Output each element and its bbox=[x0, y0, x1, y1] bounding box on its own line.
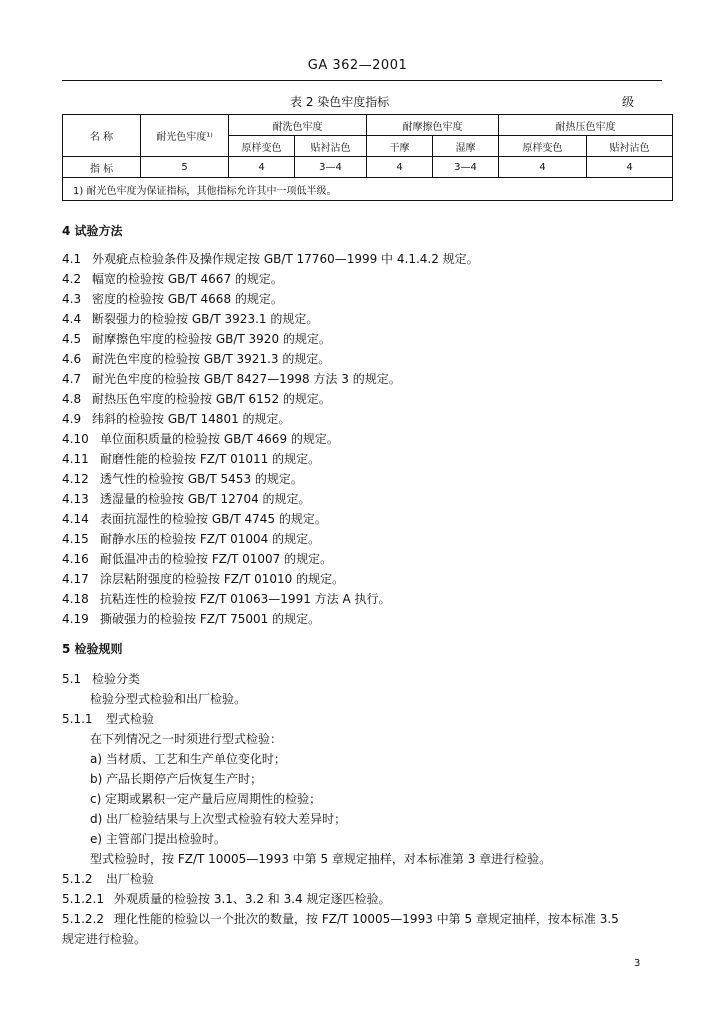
value-cell: 5 bbox=[141, 157, 229, 178]
color-fastness-table bbox=[62, 114, 673, 201]
value-cell: 4 bbox=[587, 157, 673, 178]
list-item: b) 产品长期停产后恢复生产时； bbox=[90, 772, 263, 786]
header-name: 名 称 bbox=[63, 115, 141, 157]
paragraph: 规定进行检验。 bbox=[62, 932, 147, 946]
list-item: e) 主管部门提出检验时。 bbox=[90, 832, 226, 846]
document-code-header: GA 362—2001 bbox=[307, 58, 408, 73]
list-item: 4.18 抗粘连性的检验按 FZ/T 01063—1991 方法 A 执行。 bbox=[62, 592, 391, 606]
paragraph: 检验分型式检验和出厂检验。 bbox=[90, 692, 247, 706]
list-item: 4.6 耐洗色牢度的检验按 GB/T 3921.3 的规定。 bbox=[62, 352, 331, 366]
value-cell: 4 bbox=[367, 157, 433, 178]
list-item: d) 出厂检验结果与上次型式检验有较大差异时； bbox=[90, 812, 347, 826]
subsection-5-1: 5.1 检验分类 bbox=[62, 672, 141, 686]
list-item: a) 当材质、工艺和生产单位变化时； bbox=[90, 752, 286, 766]
value-cell: 4 bbox=[499, 157, 587, 178]
header-wash-fastness: 耐洗色牢度 bbox=[229, 115, 367, 136]
subheader-dry: 干摩 bbox=[367, 136, 433, 157]
list-item: 4.3 密度的检验按 GB/T 4668 的规定。 bbox=[62, 292, 283, 306]
list-item: 4.5 耐摩擦色牢度的检验按 GB/T 3920 的规定。 bbox=[62, 332, 331, 346]
list-item: 4.9 纬斜的检验按 GB/T 14801 的规定。 bbox=[62, 412, 291, 426]
subheader-stain: 贴衬沾色 bbox=[295, 136, 367, 157]
subheader-stain-heat: 贴衬沾色 bbox=[587, 136, 673, 157]
table-unit: 级 bbox=[622, 95, 635, 109]
subsection-5-1-1: 5.1.1 型式检验 bbox=[62, 712, 155, 726]
header-light-fastness: 耐光色牢度¹⁾ bbox=[141, 115, 229, 157]
section-5-title: 5 检验规则 bbox=[62, 642, 123, 656]
subsection-5-1-2-1: 5.1.2.1 外观质量的检验按 3.1、3.2 和 3.4 规定逐匹检验。 bbox=[62, 892, 391, 906]
list-item: 4.8 耐热压色牢度的检验按 GB/T 6152 的规定。 bbox=[62, 392, 331, 406]
list-item: 4.15 耐静水压的检验按 FZ/T 01004 的规定。 bbox=[62, 532, 321, 546]
list-item: 4.2 幅宽的检验按 GB/T 4667 的规定。 bbox=[62, 272, 283, 286]
section-4-title: 4 试验方法 bbox=[62, 224, 123, 238]
list-item: 4.13 透湿量的检验按 GB/T 12704 的规定。 bbox=[62, 492, 311, 506]
list-item: 4.14 表面抗湿性的检验按 GB/T 4745 的规定。 bbox=[62, 512, 327, 526]
header-heat-fastness: 耐热压色牢度 bbox=[499, 115, 673, 136]
list-item: 4.19 撕破强力的检验按 FZ/T 75001 的规定。 bbox=[62, 612, 321, 626]
subsection-5-1-2-2: 5.1.2.2 理化性能的检验以一个批次的数量，按 FZ/T 10005—1993 中第 5 章规定抽样，按本标准 3.5 bbox=[62, 912, 619, 926]
paragraph: 在下列情况之一时须进行型式检验： bbox=[90, 732, 283, 746]
list-item: 4.1 外观疵点检验条件及操作规定按 GB/T 17760—1999 中 4.1.4.2 规定。 bbox=[62, 252, 479, 266]
subsection-5-1-2: 5.1.2 出厂检验 bbox=[62, 872, 155, 886]
list-item: 4.16 耐低温冲击的检验按 FZ/T 01007 的规定。 bbox=[62, 552, 333, 566]
subheader-wet: 湿摩 bbox=[433, 136, 499, 157]
list-item: 4.11 耐磨性能的检验按 FZ/T 01011 的规定。 bbox=[62, 452, 321, 466]
row-label: 指 标 bbox=[63, 157, 141, 178]
table-footnote: 1) 耐光色牢度为保证指标，其他指标允许其中一项低半级。 bbox=[63, 178, 673, 201]
paragraph: 型式检验时，按 FZ/T 10005—1993 中第 5 章规定抽样，对本标准第 3 章进行检验。 bbox=[90, 852, 552, 866]
table-caption: 表 2 染色牢度指标 bbox=[290, 95, 390, 109]
page-number: 3 bbox=[634, 958, 641, 969]
list-item: 4.10 单位面积质量的检验按 GB/T 4669 的规定。 bbox=[62, 432, 339, 446]
value-cell: 3—4 bbox=[433, 157, 499, 178]
list-item: 4.7 耐光色牢度的检验按 GB/T 8427—1998 方法 3 的规定。 bbox=[62, 372, 401, 386]
subheader-change-heat: 原样变色 bbox=[499, 136, 587, 157]
value-cell: 3—4 bbox=[295, 157, 367, 178]
header-rub-fastness: 耐摩擦色牢度 bbox=[367, 115, 499, 136]
subheader-change: 原样变色 bbox=[229, 136, 295, 157]
header-rule bbox=[62, 80, 662, 81]
list-item: c) 定期或累积一定产量后应周期性的检验； bbox=[90, 792, 322, 806]
value-cell: 4 bbox=[229, 157, 295, 178]
list-item: 4.12 透气性的检验按 GB/T 5453 的规定。 bbox=[62, 472, 303, 486]
list-item: 4.17 涂层粘附强度的检验按 FZ/T 01010 的规定。 bbox=[62, 572, 345, 586]
list-item: 4.4 断裂强力的检验按 GB/T 3923.1 的规定。 bbox=[62, 312, 319, 326]
